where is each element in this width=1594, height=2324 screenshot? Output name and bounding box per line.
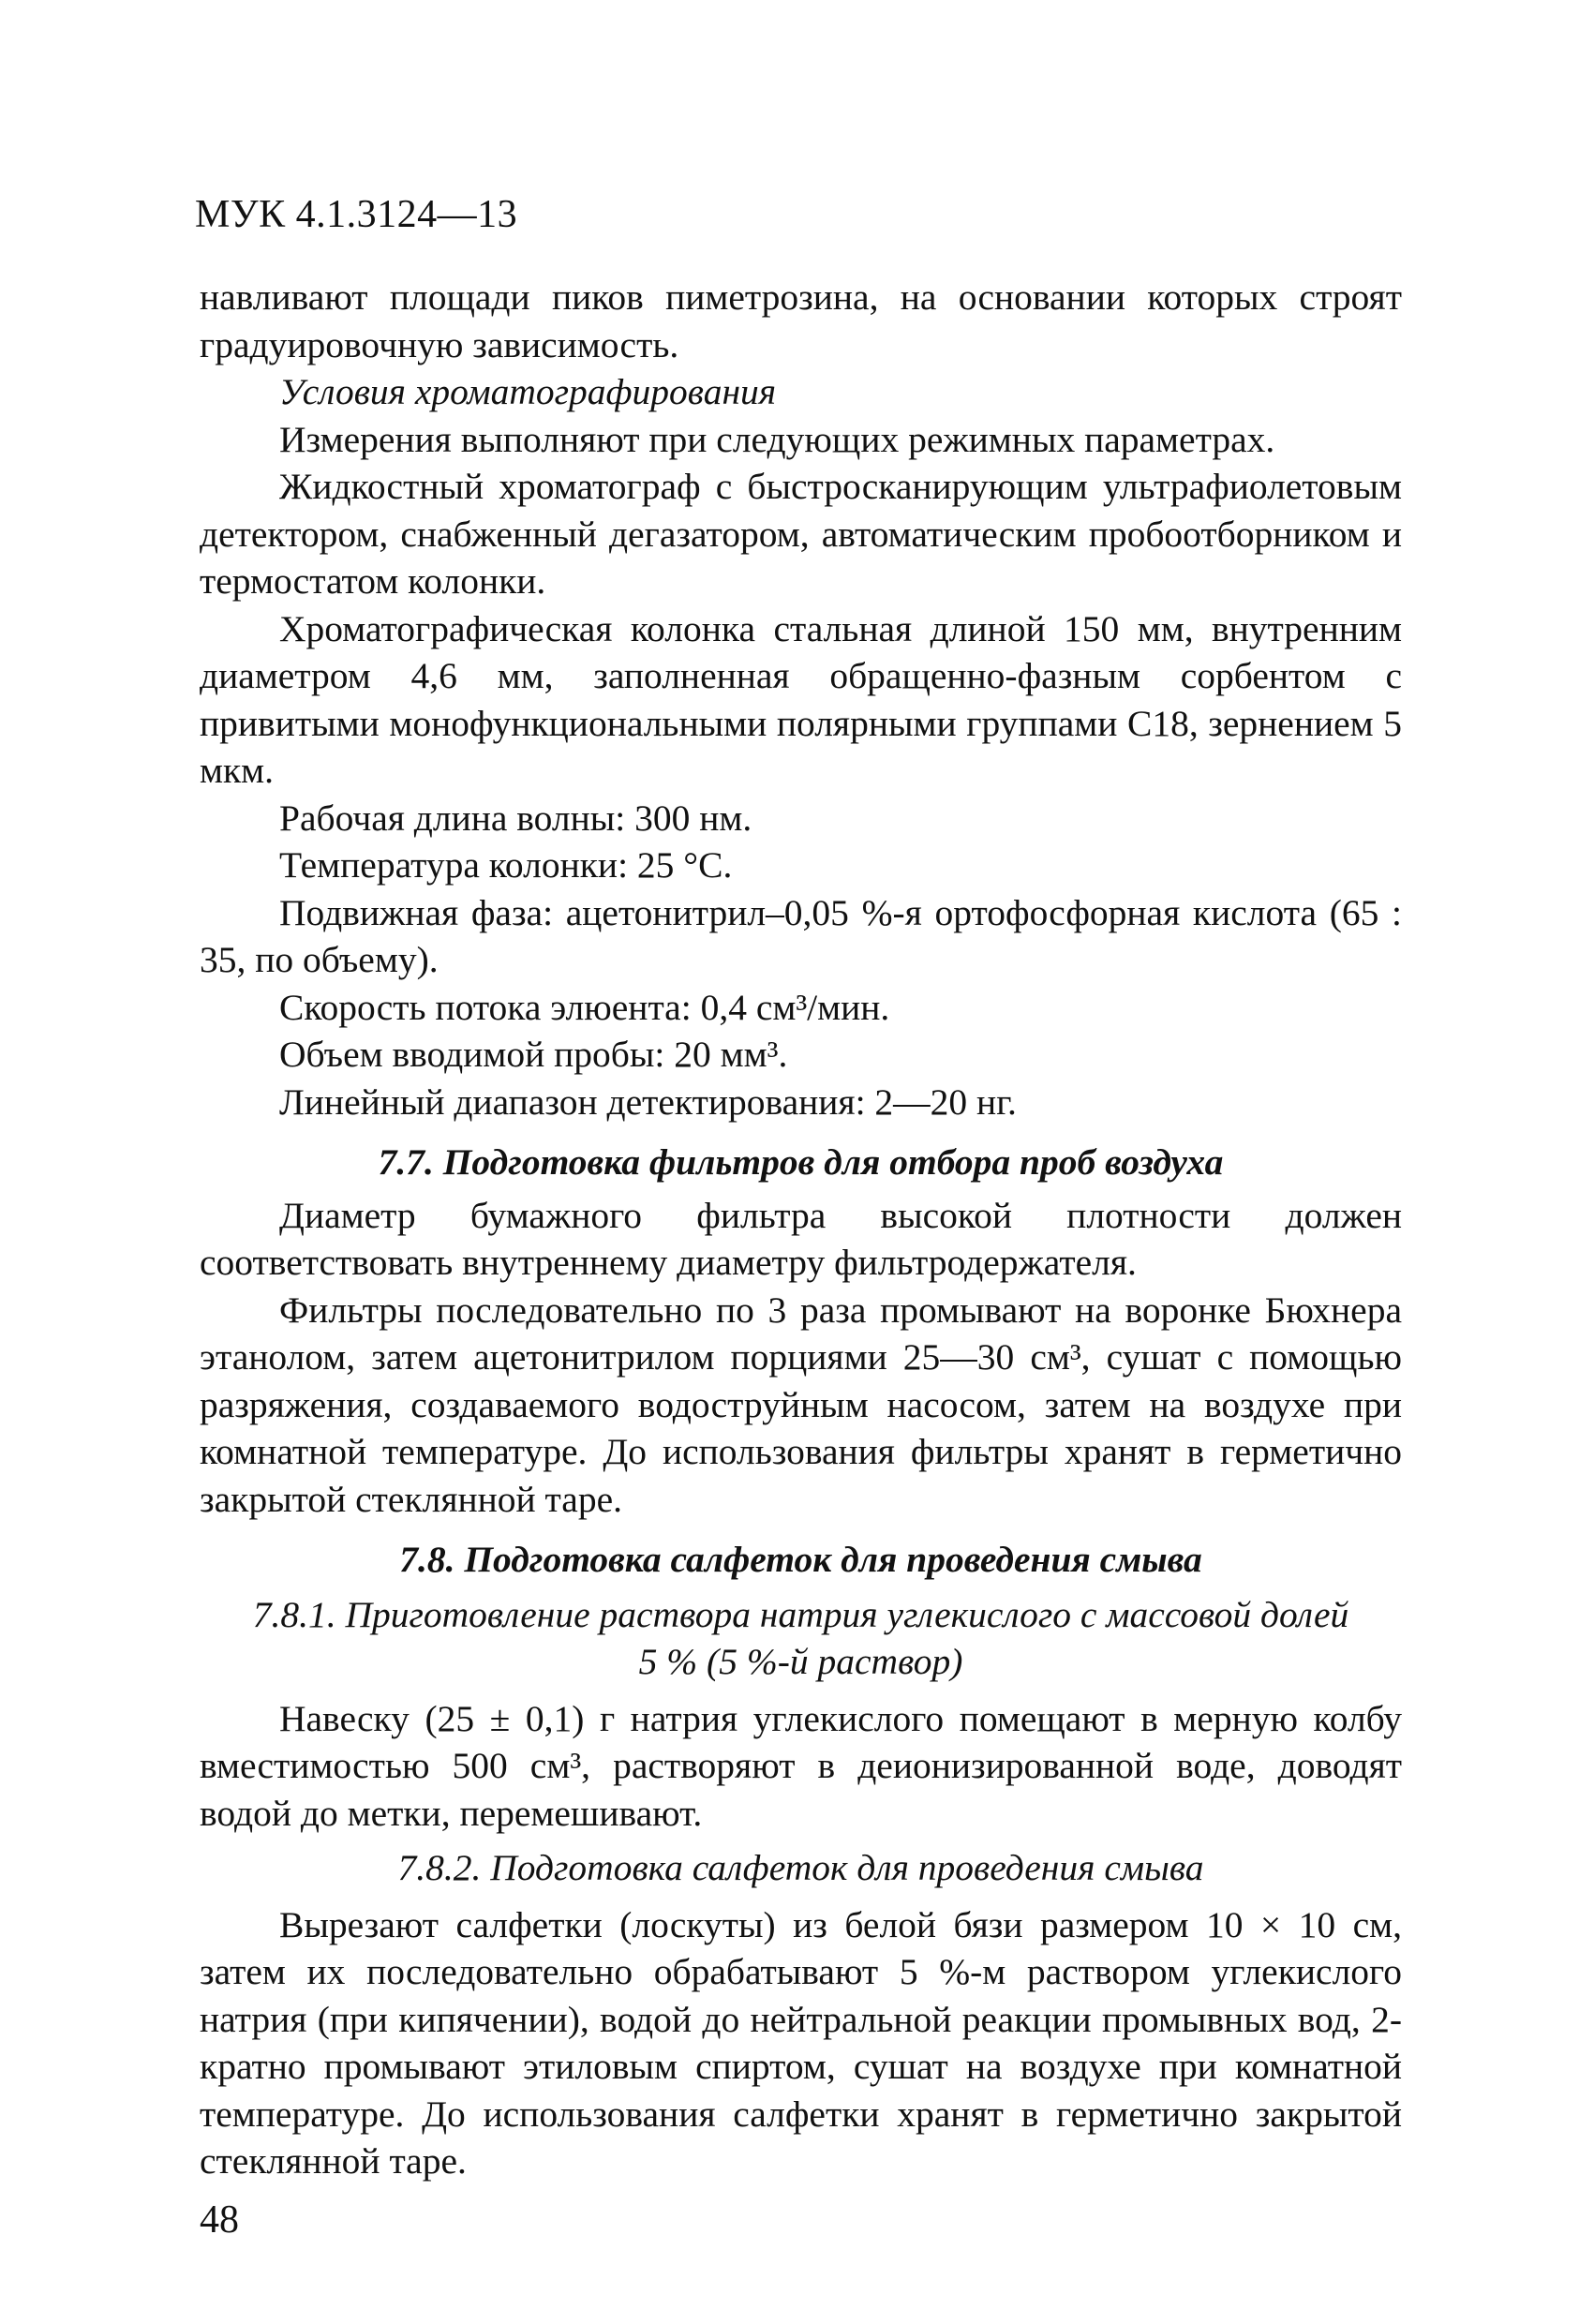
paragraph-mobile-phase: Подвижная фаза: ацетонитрил–0,05 %-я ортофосфорная кислота (65 : 35, по объему). <box>200 891 1402 980</box>
paragraph-wipes-preparation: Вырезают салфетки (лоскуты) из белой бязи размером 10 × 10 см, затем их последовательно обрабатывают 5 %-м раствором углекислого натрия (при кипячении), водой до нейтральной реакции промывных вод, 2-кратно промывают этиловым спиртом, сушат на воздухе при комнатной температуре. До использования салфетки хранят в герметично закрытой стеклянной таре. <box>200 1903 1402 2182</box>
paragraph-wavelength: Рабочая длина волны: 300 нм. <box>279 797 752 839</box>
section-heading-7-8: 7.8. Подготовка салфеток для проведения смыва <box>399 1539 1202 1580</box>
page-number: 48 <box>200 2198 239 2242</box>
paragraph-column: Хроматографическая колонка стальная длиной 150 мм, внутренним диаметром 4,6 мм, заполненная обращенно-фазным сорбентом с привитыми монофункциональными полярными группами С18, зернением 5 мкм. <box>200 607 1402 791</box>
section-heading-7-7: 7.7. Подготовка фильтров для отбора проб воздуха <box>378 1141 1224 1183</box>
subsection-title-chromatography-conditions: Условия хроматографирования <box>279 371 777 412</box>
paragraph-sodium-carbonate-solution: Навеску (25 ± 0,1) г натрия углекислого помещают в мерную колбу вместимостью 500 см³, растворяют в деионизированной воде, доводят водой до метки, перемешивают. <box>200 1697 1402 1834</box>
subsection-heading-7-8-1-line2: 5 % (5 %-й раствор) <box>638 1641 963 1682</box>
paragraph-filter-washing: Фильтры последовательно по 3 раза промывают на воронке Бюхнера этанолом, затем ацетонитрилом порциями 25—30 см³, сушат с помощью разряжения, создаваемого водоструйным насосом, затем на воздухе при комнатной температуре. До использования фильтры хранят в герметично закрытой стеклянной таре. <box>200 1289 1402 1520</box>
paragraph-linear-range: Линейный диапазон детектирования: 2—20 нг. <box>279 1080 1017 1123</box>
document-code-header: МУК 4.1.3124—13 <box>195 193 518 236</box>
subsection-heading-7-8-1-line1: 7.8.1. Приготовление раствора натрия углекислого с массовой долей <box>252 1593 1349 1635</box>
paragraph-filter-diameter: Диаметр бумажного фильтра высокой плотности должен соответствовать внутреннему диаметру фильтродержателя. <box>200 1194 1402 1283</box>
paragraph-continuation: навливают площади пиков пиметрозина, на основании которых строят градуировочную зависимость. <box>200 276 1402 365</box>
document-body <box>200 274 1402 2185</box>
paragraph-chromatograph: Жидкостный хроматограф с быстросканирующим ультрафиолетовым детектором, снабженный дегазатором, автоматическим пробоотборником и термостатом колонки. <box>200 466 1402 602</box>
paragraph-flow-rate: Скорость потока элюента: 0,4 см³/мин. <box>279 986 890 1028</box>
subsection-heading-7-8-2: 7.8.2. Подготовка салфеток для проведения смыва <box>397 1847 1204 1888</box>
paragraph-column-temperature: Температура колонки: 25 °С. <box>279 844 733 886</box>
paragraph-measurement-mode: Измерения выполняют при следующих режимных параметрах. <box>279 418 1275 460</box>
paragraph-injection-volume: Объем вводимой пробы: 20 мм³. <box>279 1034 788 1075</box>
